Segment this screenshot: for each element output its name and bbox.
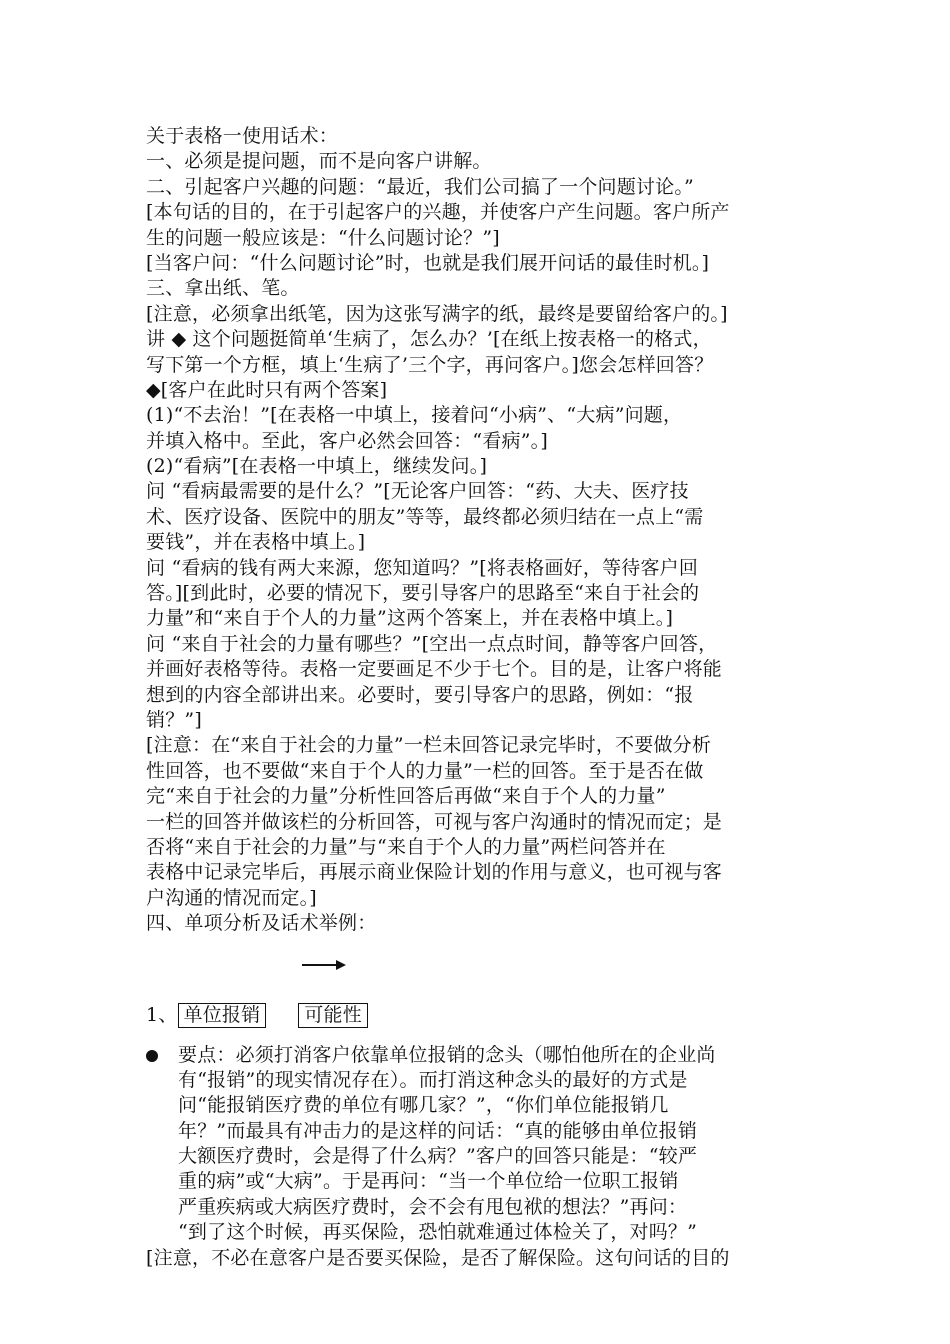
text-line: [注意，必须拿出纸笔，因为这张写满字的纸，最终是要留给客户的。]: [146, 302, 728, 325]
bullet-text-line: 问“能报销医疗费的单位有哪几家？”，“你们单位能报销几: [178, 1094, 669, 1117]
text-line: 关于表格一使用话术：: [146, 125, 339, 147]
text-line: 力量”和“来自于个人的力量”这两个答案上，并在表格中填上。]: [146, 607, 674, 630]
bullet-text-line: 严重疾病或大病医疗费时，会不会有甩包袱的想法？”再问：: [178, 1195, 688, 1218]
bullet-text-line: 大额医疗费时，会是得了什么病？”客户的回答只能是：“较严: [178, 1145, 698, 1168]
bullet-point: [146, 1043, 818, 1246]
text-line: 问 “看病最需要的是什么？”[无论客户回答：“药、大夫、医疗技: [146, 480, 689, 503]
document-page: [146, 124, 818, 1271]
text-line: (1)“不去治！”[在表格一中填上，接着问“小病”、“大病”问题，: [146, 404, 683, 427]
text-line: 否将“来自于社会的力量”与“来自于个人的力量”两栏问答并在: [146, 835, 666, 858]
text-line: 一、必须是提问题，而不是向客户讲解。: [146, 150, 492, 173]
text-line: 生的问题一般应该是：“什么问题讨论？”]: [146, 226, 500, 249]
text-line: 性回答，也不要做“来自于个人的力量”一栏的回答。至于是否在做: [146, 759, 704, 782]
text-line: 一栏的回答并做该栏的分析回答，可视与客户沟通时的情况而定；是: [146, 810, 723, 833]
bullet-text-line: 年？”而最具有冲击力的是这样的问话：“真的能够由单位报销: [178, 1119, 698, 1142]
text-line: 三、拿出纸、笔。: [146, 277, 300, 300]
text-line: (2)“看病”[在表格一中填上，继续发问。]: [146, 455, 488, 478]
box-possibility: 可能性: [298, 1003, 368, 1028]
text-line: 并填入格中。至此，客户必然会回答：“看病”。]: [146, 429, 548, 452]
text-line: 问 “看病的钱有两大来源，您知道吗？”[将表格画好，等待客户回: [146, 556, 699, 579]
text-line: 写下第一个方框，填上‘生病了’三个字，再问客户。]您会怎样回答？: [146, 353, 714, 376]
bullet-text: [146, 1043, 818, 1246]
bullet-text-line: 有“报销”的现实情况存在）。而打消这种念头的最好的方式是: [178, 1068, 688, 1091]
text-line: 销？”]: [146, 708, 202, 731]
text-line: 要钱”，并在表格中填上。]: [146, 531, 366, 554]
text-line: [当客户问：“什么问题讨论”时，也就是我们展开问话的最佳时机。]: [146, 251, 710, 274]
document-body: [146, 124, 818, 937]
text-line: 讲 ◆ 这个问题挺简单‘生病了，怎么办？’[在纸上按表格一的格式，: [146, 328, 712, 351]
text-line: 表格中记录完毕后，再展示商业保险计划的作用与意义，也可视与客: [146, 861, 723, 884]
right-arrow-icon: [302, 959, 346, 971]
text-line: 并画好表格等待。表格一定要画足不少于七个。目的是，让客户将能: [146, 658, 723, 681]
bullet-text-line: “到了这个时候，再买保险，恐怕就难通过体检关了，对吗？”: [178, 1221, 698, 1244]
box-unit-reimbursement: 单位报销: [178, 1003, 267, 1028]
section-1-heading: [146, 1003, 818, 1031]
arrow-area: [146, 937, 818, 993]
text-line: 问 “来自于社会的力量有哪些？”[空出一点点时间，静等客户回答，: [146, 632, 718, 655]
bullet-text-line: 重的病”或“大病”。于是再问：“当一个单位给一位职工报销: [178, 1170, 679, 1193]
text-line: 二、引起客户兴趣的问题：“最近，我们公司搞了一个问题讨论。”: [146, 175, 694, 198]
text-line: ◆[客户在此时只有两个答案]: [146, 378, 388, 401]
text-line: 想到的内容全部讲出来。必要时，要引导客户的思路，例如：“报: [146, 683, 694, 706]
text-line: 完“来自于社会的力量”分析性回答后再做“来自于个人的力量”: [146, 785, 666, 808]
text-line: [本句话的目的，在于引起客户的兴趣，并使客户产生问题。客户所产: [146, 201, 730, 224]
section-number: 1、: [146, 1003, 178, 1026]
text-line: 答。][到此时，必要的情况下，要引导客户的思路至“来自于社会的: [146, 582, 700, 605]
bullet-text-line: 要点：必须打消客户依靠单位报销的念头（哪怕他所在的企业尚: [178, 1043, 716, 1066]
text-line: [注意：在“来自于社会的力量”一栏未回答记录完毕时，不要做分析: [146, 734, 712, 757]
text-line: 户沟通的情况而定。]: [146, 886, 317, 909]
text-line: 术、医疗设备、医院中的朋友”等等，最终都必须归结在一点上“需: [146, 505, 704, 528]
bullet-icon: [146, 1050, 158, 1062]
final-note-line: [注意，不必在意客户是否要买保险，是否了解保险。这句问话的目的: [146, 1246, 730, 1269]
text-line: 四、单项分析及话术举例：: [146, 912, 377, 935]
